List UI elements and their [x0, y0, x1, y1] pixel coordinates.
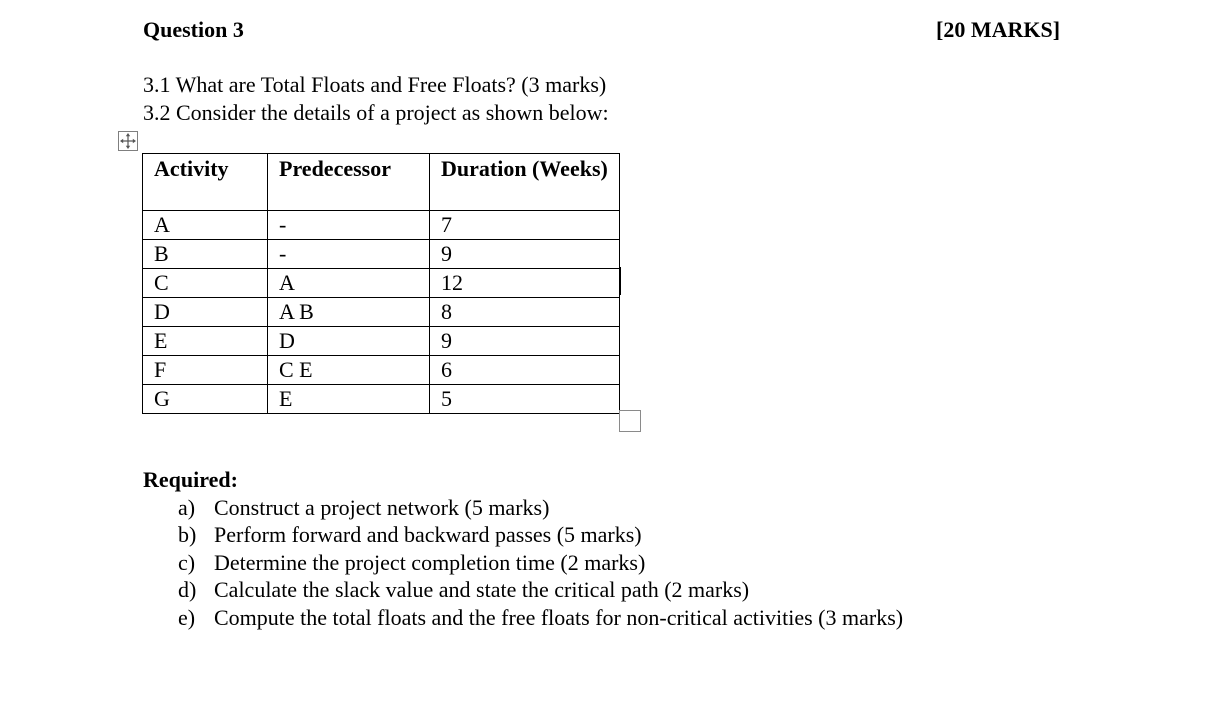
required-heading: Required:	[143, 467, 238, 492]
question-title: Question 3	[143, 17, 244, 42]
cell-predecessor: D	[268, 327, 430, 356]
cell-duration: 9	[430, 327, 620, 356]
total-marks-label: [20 MARKS]	[936, 17, 1061, 42]
text-cursor	[620, 267, 621, 295]
table-header-row	[143, 154, 620, 211]
cell-activity: B	[143, 240, 268, 269]
cell-predecessor: -	[268, 240, 430, 269]
header-activity: Activity	[143, 154, 268, 211]
list-item-text: Determine the project completion time (2 marks)	[214, 549, 646, 575]
cell-duration: 6	[430, 356, 620, 385]
list-item-text: Calculate the slack value and state the critical path (2 marks)	[214, 577, 750, 603]
header-predecessor: Predecessor	[268, 154, 430, 211]
cell-activity: D	[143, 298, 268, 327]
cell-predecessor: A	[268, 269, 430, 298]
table-row	[143, 269, 620, 298]
cell-activity: C	[143, 269, 268, 298]
table-row	[143, 327, 620, 356]
cell-activity: G	[143, 385, 268, 414]
cell-predecessor: E	[268, 385, 430, 414]
table-row	[143, 240, 620, 269]
list-item-text: Construct a project network (5 marks)	[214, 495, 550, 520]
cell-activity: E	[143, 327, 268, 356]
cell-predecessor: C E	[268, 356, 430, 385]
move-arrows-icon[interactable]	[118, 131, 138, 151]
cell-predecessor: A B	[268, 298, 430, 327]
cell-duration: 9	[430, 240, 620, 269]
list-item-text: Perform forward and backward passes (5 marks)	[214, 522, 642, 548]
table-row	[143, 298, 620, 327]
list-marker: b)	[178, 522, 197, 548]
resize-square-icon[interactable]	[619, 410, 641, 432]
list-marker: d)	[178, 577, 197, 603]
list-marker: a)	[178, 495, 196, 520]
cell-duration: 12	[430, 269, 620, 298]
cell-duration: 7	[430, 211, 620, 240]
cell-predecessor: -	[268, 211, 430, 240]
list-marker: c)	[178, 549, 196, 575]
question-3-1-text: 3.1 What are Total Floats and Free Floats? (3 marks)	[143, 72, 607, 97]
question-3-2-text: 3.2 Consider the details of a project as shown below:	[143, 100, 609, 125]
list-item-text: Compute the total floats and the free floats for non-critical activities (3 marks)	[214, 604, 904, 630]
list-marker: e)	[178, 604, 196, 630]
cell-duration: 8	[430, 298, 620, 327]
cell-activity: F	[143, 356, 268, 385]
project-activity-table	[142, 153, 620, 414]
table-row	[143, 385, 620, 414]
table-row	[143, 211, 620, 240]
cell-duration: 5	[430, 385, 620, 414]
table-row	[143, 356, 620, 385]
header-duration: Duration (Weeks)	[430, 154, 620, 211]
cell-activity: A	[143, 211, 268, 240]
